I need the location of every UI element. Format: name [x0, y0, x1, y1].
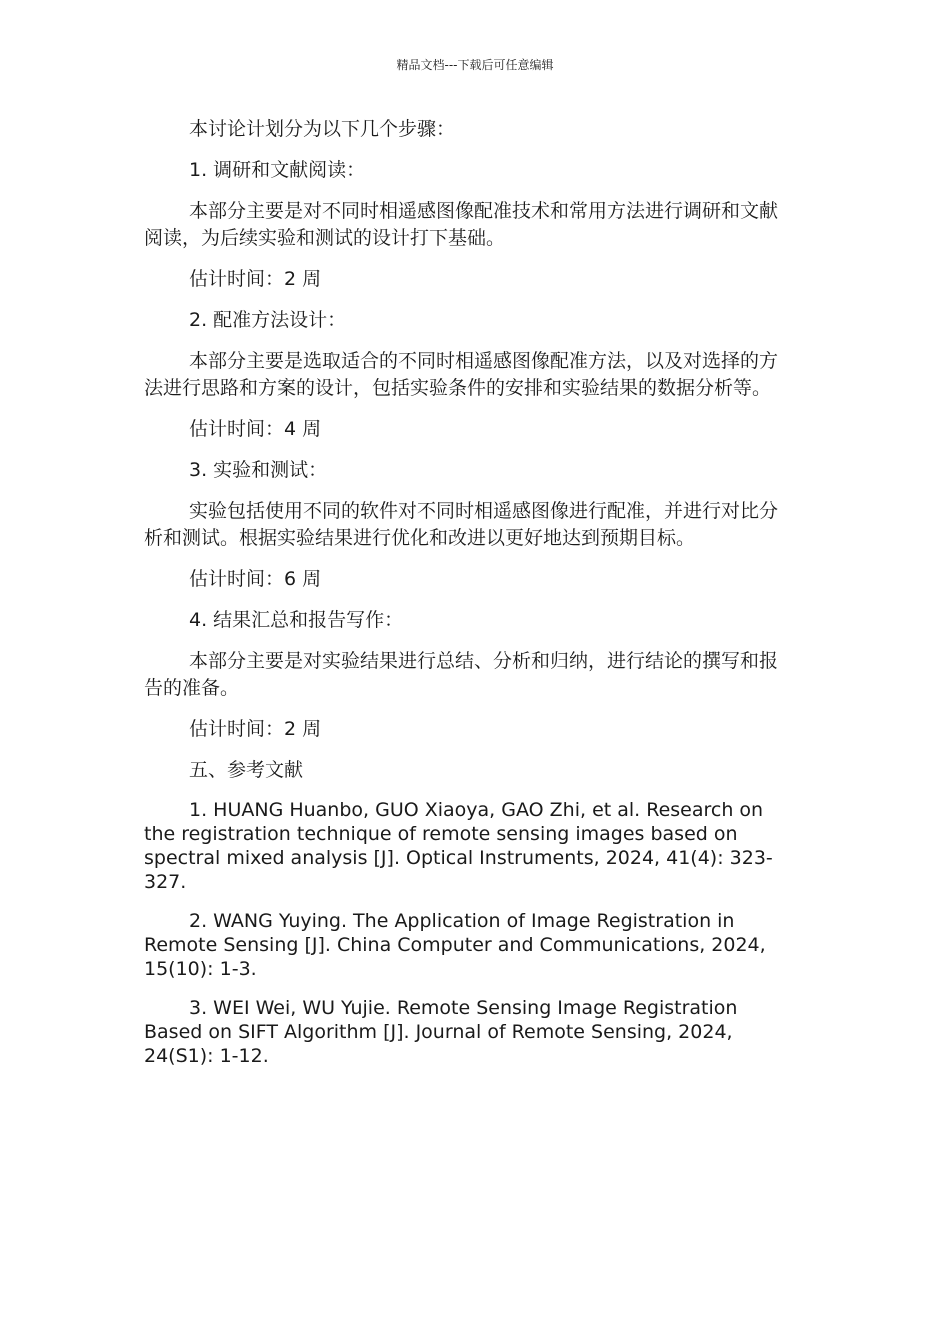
step-3-description: 实验包括使用不同的软件对不同时相遥感图像进行配准，并进行对比分析和测试。根据实验结果进行优化和改进以更好地达到预期目标。	[144, 500, 779, 549]
intro-paragraph: 本讨论计划分为以下几个步骤：	[189, 118, 456, 140]
step-4-time: 估计时间：2 周	[189, 718, 322, 740]
reference-item: 2. WANG Yuying. The Application of Image Registration in Remote Sensing [J]. China Computer and Communications, 2024, 15(10): 1-3.	[144, 910, 766, 980]
document-body	[144, 116, 794, 1083]
step-1-heading: 1. 调研和文献阅读：	[189, 159, 366, 181]
step-4-description: 本部分主要是对实验结果进行总结、分析和归纳，进行结论的撰写和报告的准备。	[144, 650, 779, 699]
reference-item: 1. HUANG Huanbo, GUO Xiaoya, GAO Zhi, et al. Research on the registration technique of remote sensing images based on spectral mixed analysis [J]. Optical Instruments, 2024, 41(4): 323-327.	[144, 799, 773, 893]
page-header: 精品文档---下载后可任意编辑	[396, 58, 554, 72]
step-3-heading: 3. 实验和测试：	[189, 459, 328, 481]
step-2-description: 本部分主要是选取适合的不同时相遥感图像配准方法，以及对选择的方法进行思路和方案的设计，包括实验条件的安排和实验结果的数据分析等。	[144, 350, 779, 399]
step-1-description: 本部分主要是对不同时相遥感图像配准技术和常用方法进行调研和文献阅读，为后续实验和测试的设计打下基础。	[144, 200, 779, 249]
step-4-heading: 4. 结果汇总和报告写作：	[189, 609, 404, 631]
reference-item: 3. WEI Wei, WU Yujie. Remote Sensing Image Registration Based on SIFT Algorithm [J]. Journal of Remote Sensing, 2024, 24(S1): 1-12.	[144, 997, 738, 1067]
step-1-time: 估计时间：2 周	[189, 268, 322, 290]
references-heading: 五、参考文献	[189, 759, 304, 781]
step-2-heading: 2. 配准方法设计：	[189, 309, 347, 331]
step-3-time: 估计时间：6 周	[189, 568, 322, 590]
step-2-time: 估计时间：4 周	[189, 418, 322, 440]
